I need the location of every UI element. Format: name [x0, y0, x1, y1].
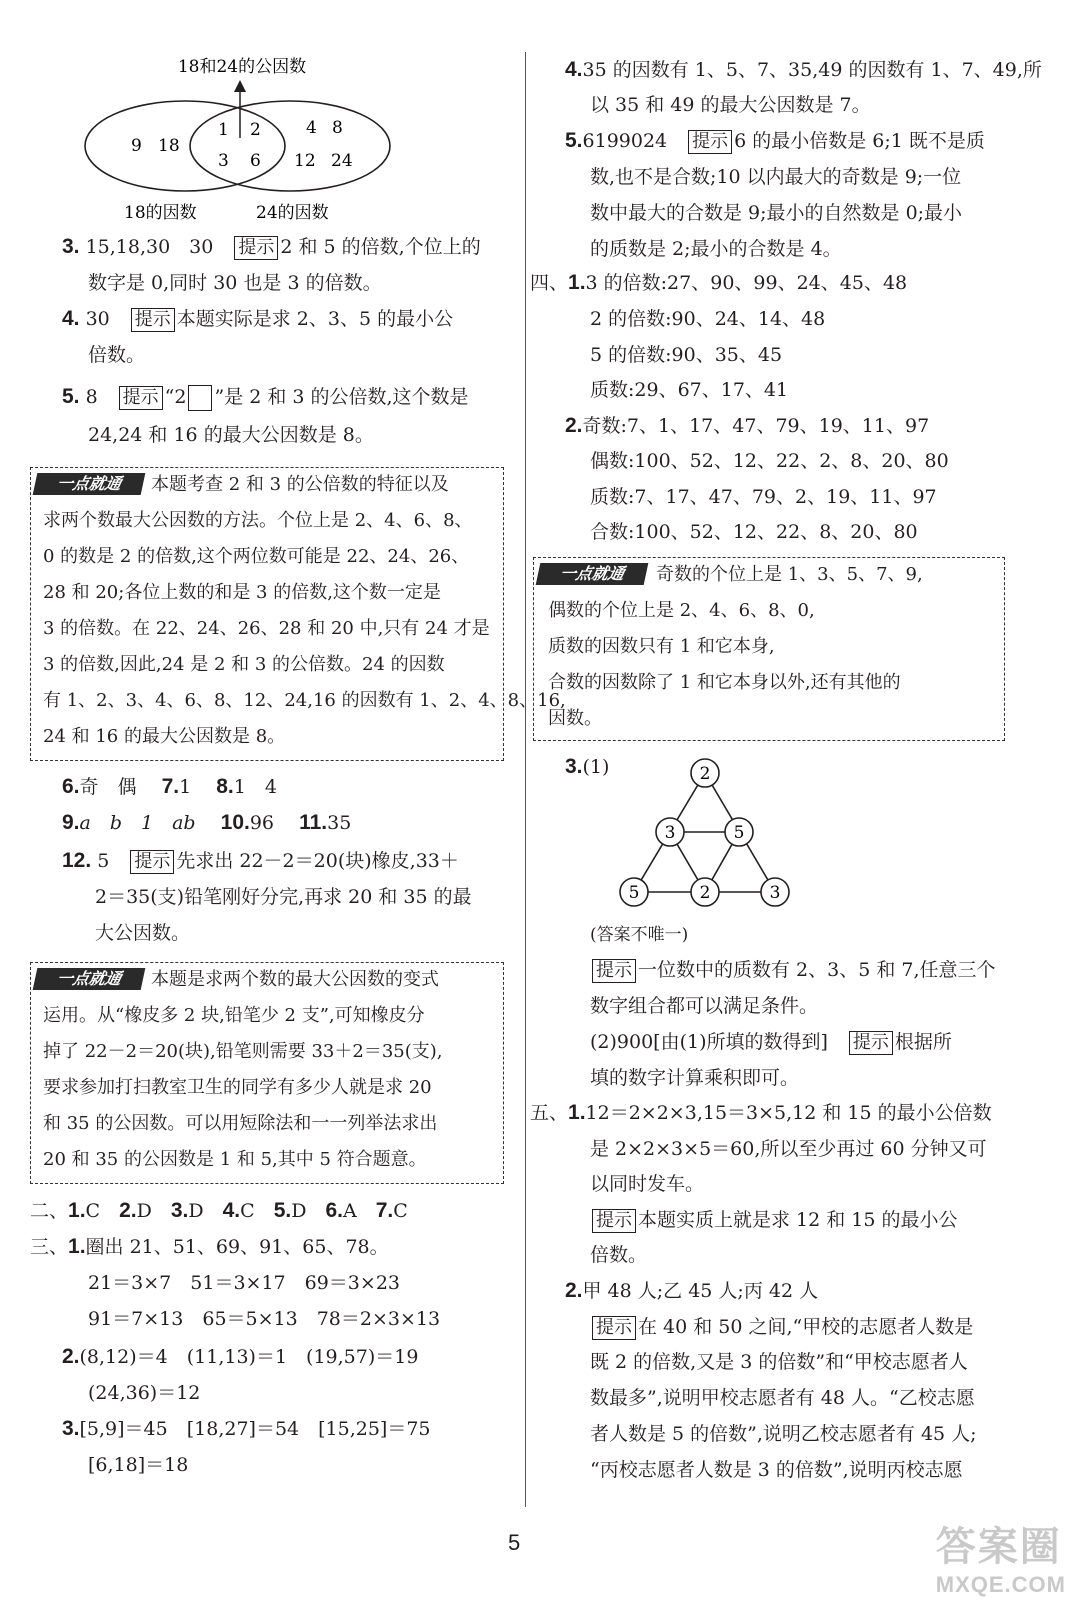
hint-tag: 提示 — [592, 1316, 636, 1340]
answer-line: (2)900[由(1)所填的数得到] 提示 根据所 — [590, 1031, 952, 1053]
answer-line: 2 的倍数:90、24、14、48 — [590, 308, 826, 330]
answer-line: 数中最大的合数是 9;最小的自然数是 0;最小 — [590, 202, 963, 224]
hint-tag: 提示 — [688, 130, 732, 154]
answer-line: 数字是 0,同时 30 也是 3 的倍数。 — [88, 272, 382, 294]
answer-line: (24,36)＝12 — [88, 1382, 201, 1404]
answer-line: 91＝7×13 65＝5×13 78＝2×3×13 — [88, 1308, 441, 1330]
answer-line: 的质数是 2;最小的合数是 4。 — [590, 238, 842, 260]
tip-badge: 一点就通 — [33, 968, 146, 990]
venn-right-value: 4 — [306, 118, 317, 138]
column-divider — [525, 52, 526, 1507]
venn-left-value: 18 — [158, 136, 180, 156]
triangle-node-value: 5 — [628, 883, 640, 903]
tip-text: 0 的数是 2 的倍数,这个两位数可能是 22、24、26、 — [43, 546, 470, 567]
triangle-node-value: 3 — [664, 823, 676, 843]
venn-right-value: 8 — [332, 118, 343, 138]
hint-tag: 提示 — [119, 386, 163, 410]
hint-tag: 提示 — [849, 1031, 893, 1055]
answer-line: “丙校志愿者人数是 3 的倍数”,说明丙校志愿 — [590, 1459, 963, 1481]
venn-right-value: 24 — [331, 151, 353, 171]
tip-text: 因数。 — [548, 708, 602, 729]
section-5-q1: 五、1.12＝2×2×3,15＝3×5,12 和 15 的最小公倍数 — [530, 1101, 992, 1124]
watermark-logo: 答案圈 — [935, 1525, 1062, 1569]
venn-right-ellipse — [190, 101, 390, 191]
tip-text: 要求参加打扫教室卫生的同学有多少人就是求 20 — [43, 1077, 432, 1098]
triangle-node-value: 2 — [699, 883, 711, 903]
answer-line: 2＝35(支)铅笔刚好分完,再求 20 和 35 的最 — [95, 886, 472, 908]
answer-line: 24,24 和 16 的最大公因数是 8。 — [88, 424, 374, 446]
tip-box — [30, 962, 504, 1184]
tip-badge: 一点就通 — [536, 563, 649, 585]
answer-4: 4. 30 提示 本题实际是求 2、3、5 的最小公 — [62, 307, 454, 330]
tip-text: 偶数的个位上是 2、4、6、8、0, — [548, 600, 815, 621]
answer-line: 偶数:100、52、12、22、2、8、20、80 — [590, 450, 949, 472]
hint-tag: 提示 — [234, 236, 278, 260]
triangle-node-value: 3 — [769, 883, 781, 903]
answer-line: 倍数。 — [590, 1244, 648, 1266]
tip-text: 3 的倍数。在 22、24、26、28 和 20 中,只有 24 才是 — [43, 618, 490, 639]
venn-common-value: 6 — [250, 151, 261, 171]
tip-text: 运用。从“橡皮多 2 块,铅笔少 2 支”,可知橡皮分 — [43, 1005, 425, 1026]
venn-common-value: 2 — [250, 120, 261, 140]
tip-box — [533, 557, 1005, 741]
answer-line: 倍数。 — [88, 344, 146, 366]
hint-tag: 提示 — [592, 1209, 636, 1233]
tip-text: 质数的因数只有 1 和它本身, — [548, 636, 775, 657]
triangle-node-value: 5 — [733, 823, 745, 843]
section-5-q2: 2.甲 48 人;乙 45 人;丙 42 人 — [565, 1279, 819, 1302]
answer-line: 21＝3×7 51＝3×17 69＝3×23 — [88, 1272, 400, 1294]
watermark-url: MXQE.COM — [935, 1572, 1066, 1597]
answer-line: 填的数字计算乘积即可。 — [590, 1067, 800, 1089]
hint-tag: 提示 — [130, 850, 174, 874]
answers-9-11: 9.a b 1 ab 10.96 11.35 — [62, 811, 352, 834]
tip-badge: 一点就通 — [33, 473, 146, 495]
answer-3: 3. 15,18,30 30 提示 2 和 5 的倍数,个位上的 — [62, 235, 481, 258]
answer-line: 数最多”,说明甲校志愿者有 48 人。“乙校志愿 — [590, 1387, 975, 1409]
tip-text: 3 的倍数,因此,24 是 2 和 3 的公倍数。24 的因数 — [43, 654, 445, 675]
answer-line: [6,18]＝18 — [88, 1454, 189, 1476]
section-3-q2: 2.(8,12)＝4 (11,13)＝1 (19,57)＝19 — [62, 1345, 419, 1368]
tip-text: 合数的因数除了 1 和它本身以外,还有其他的 — [548, 672, 901, 693]
answer-12: 12. 5 提示 先求出 22－2＝20(块)橡皮,33＋ — [62, 849, 459, 872]
answers-6-8: 6.奇 偶 7.1 8.1 4 — [62, 775, 277, 798]
section-3-q1: 三、1.圈出 21、51、69、91、65、78。 — [30, 1235, 389, 1258]
answer-5: 5. 8 提示 “2 ”是 2 和 3 的公倍数,这个数是 — [62, 382, 469, 412]
venn-common-value: 1 — [218, 120, 229, 140]
answer-note: (答案不唯一) — [590, 925, 689, 945]
watermark — [936, 1515, 1066, 1598]
section-4-q1: 四、1.3 的倍数:27、90、99、24、45、48 — [530, 271, 908, 294]
tip-text: 本题考查 2 和 3 的公倍数的特征以及 — [151, 474, 449, 495]
answer-line: 以 35 和 49 的最大公因数是 7。 — [590, 94, 871, 116]
answer-line: 合数:100、52、12、22、8、20、80 — [590, 521, 918, 543]
answer-line: 是 2×2×3×5＝60,所以至少再过 60 分钟又可 — [590, 1138, 987, 1160]
page-number: 5 — [508, 1530, 521, 1555]
tip-text: 和 35 的公因数。可以用短除法和一一列举法求出 — [43, 1113, 438, 1134]
answer-line: 以同时发车。 — [590, 1173, 705, 1195]
hint-tag: 提示 — [131, 308, 175, 332]
tip-text: 求两个数最大公因数的方法。个位上是 2、4、6、8、 — [43, 510, 473, 531]
hint-line: 提示 一位数中的质数有 2、3、5 和 7,任意三个 — [590, 955, 996, 985]
venn-right-value: 12 — [294, 151, 316, 171]
venn-diagram — [80, 50, 410, 230]
answer-line: 数,也不是合数;10 以内最大的奇数是 9;一位 — [590, 166, 962, 188]
section-3-q3: 3.[5,9]＝45 [18,27]＝54 [15,25]＝75 — [62, 1417, 431, 1440]
venn-left-label: 18的因数 — [124, 203, 197, 223]
tip-text: 28 和 20;各位上数的和是 3 的倍数,这个数一定是 — [43, 582, 441, 603]
answer-line: 5 的倍数:90、35、45 — [590, 344, 783, 366]
triangle-node-value: 2 — [699, 764, 711, 784]
number-triangle-diagram — [612, 755, 802, 915]
blank-box — [188, 385, 212, 411]
tip-text: 奇数的个位上是 1、3、5、7、9, — [656, 564, 923, 585]
venn-left-ellipse — [85, 101, 285, 191]
tip-text: 有 1、2、3、4、6、8、12、24,16 的因数有 1、2、4、8、16, — [43, 690, 566, 711]
tip-box — [30, 467, 566, 761]
tip-text: 本题是求两个数的最大公因数的变式 — [151, 969, 439, 990]
section-4-q3: 3.(1) — [565, 755, 610, 778]
tip-text: 20 和 35 的公因数是 1 和 5,其中 5 符合题意。 — [43, 1149, 427, 1170]
answer-line: 数字组合都可以满足条件。 — [590, 995, 819, 1017]
answer-5-right: 5.6199024 提示 6 的最小倍数是 6;1 既不是质 — [565, 129, 985, 152]
answer-line: 者人数是 5 的倍数”,说明乙校志愿者有 45 人; — [590, 1423, 977, 1445]
tip-text: 掉了 22－2＝20(块),铅笔则需要 33＋2＝35(支), — [43, 1041, 443, 1062]
venn-left-value: 9 — [131, 136, 142, 156]
venn-top-label: 18和24的公因数 — [177, 57, 307, 77]
answer-line: 既 2 的倍数,又是 3 的倍数”和“甲校志愿者人 — [590, 1351, 968, 1373]
section-4-q2: 2.奇数:7、1、17、47、79、19、11、97 — [565, 414, 930, 437]
venn-right-label: 24的因数 — [256, 203, 329, 223]
tip-text: 24 和 16 的最大公因数是 8。 — [43, 726, 286, 747]
hint-line: 提示 本题实质上就是求 12 和 15 的最小公 — [590, 1205, 958, 1235]
hint-line: 提示 在 40 和 50 之间,“甲校的志愿者人数是 — [590, 1312, 973, 1342]
answer-line: 大公因数。 — [95, 922, 191, 944]
answer-line: 质数:7、17、47、79、2、19、11、97 — [590, 486, 937, 508]
venn-common-value: 3 — [218, 151, 229, 171]
answer-4-right: 4.35 的因数有 1、5、7、35,49 的因数有 1、7、49,所 — [565, 58, 1042, 81]
answer-line: 质数:29、67、17、41 — [590, 379, 789, 401]
hint-tag: 提示 — [592, 959, 636, 983]
section-2-answers: 二、1.C 2.D 3.D 4.C 5.D 6.A 7.C — [30, 1199, 408, 1222]
